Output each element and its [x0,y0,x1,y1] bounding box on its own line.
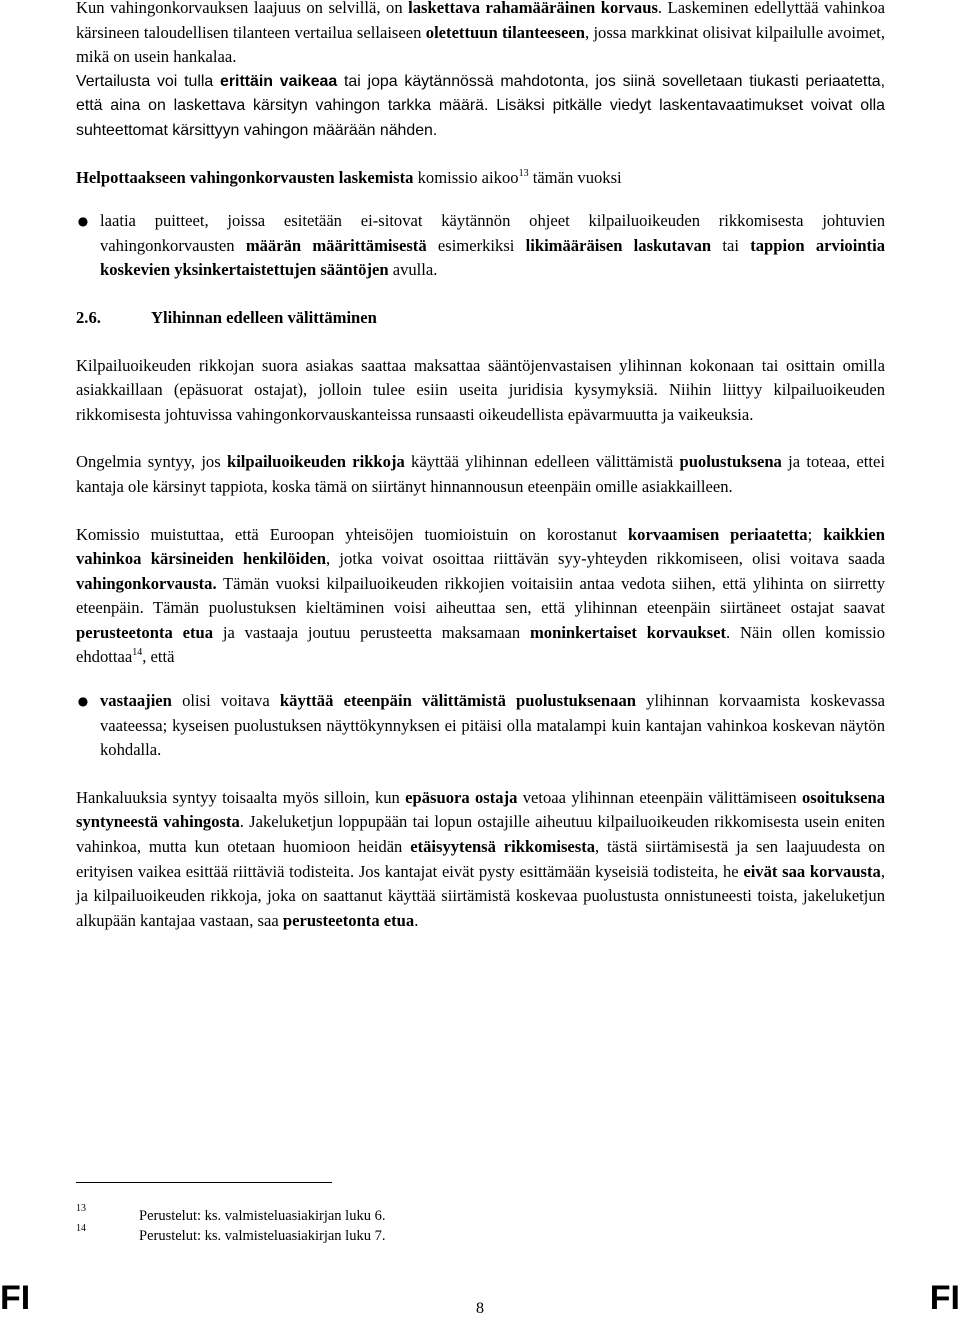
text-run: . Näin ollen komissio ehdottaa [76,622,885,667]
paragraph-direct-customer: Kilpailuoikeuden rikkojan suora asiakas saattaa maksattaa sääntöjenvastaisen ylihinnan kokonaan tai osittain omilla asiakkaillaan (epäsuorat ostajat), jolloin tulee esiin useita juridisia kysymyksiä. Niihin liittyy kilpailuoikeuden rikkomisesta johtuvissa vahingonkorvauskanteissa runsaasti oikeudellista epävarmuutta ja vaikeuksia. [76,355,885,424]
section-title: Ylihinnan edelleen välittäminen [151,307,377,327]
text-run: ylihinnan korvaamista koskevassa vaateessa; kyseisen puolustuksen näyttökynnyksen ei pitäisi olla matalampi kuin kantajan vahinkoa koskevan näytön kohdalla. [100,691,885,760]
bold-run: erittäin vaikeaa [220,72,338,90]
text-run: vetoaa ylihinnan eteenpäin välittämiseen [517,787,802,807]
intro-tail: tämän vuoksi [528,167,622,187]
paragraph-court-principle [76,523,885,671]
text-run: Komissio muistuttaa, että Euroopan yhteisöjen tuomioistuin on korostanut [76,524,628,544]
text-run: , jotka voivat osoittaa riittävän syy-yhteyden rikkomiseen, olisi voitava saada [326,549,885,569]
bold-run: kilpailuoikeuden rikkoja [226,452,405,472]
footnote-text: Perustelut: ks. valmisteluasiakirjan luku 6. [139,1208,386,1224]
text-run: Ongelmia syntyy, jos [76,452,227,472]
bold-run: likimääräisen laskutavan [525,235,712,255]
bold-run: kaikkien vahinkoa kärsineiden henkilöiden [76,524,885,569]
bullet-item-framework [76,209,885,283]
bullet-icon: ● [77,694,89,709]
bold-run: oletettuun tilanteeseen [425,22,585,42]
text-run: ja vastaaja joutuu perusteetta maksamaan [213,622,530,642]
text-run: ja toteaa, ettei kantaja ole kärsinyt tappiota, koska tämä on siirtänyt hinnannousun eteenpäin omille asiakkailleen. [76,452,885,496]
text-run: . [414,910,419,930]
bullet-text [100,209,885,283]
paragraph-problems-defence [76,450,885,499]
footnote-ref-14: 14 [132,647,143,659]
document-body [76,0,885,933]
text-run: Vertailusta voi tulla [76,72,221,90]
text-run: . Laskeminen edellyttää vahinkoa kärsineen taloudellisen tilanteen vertailua sellaiseen [76,0,885,42]
bold-run: puolustuksena [679,452,782,472]
text-run: tai [711,235,751,255]
text-run: , jossa markkinat olisivat kilpailulle avoimet, mikä on usein hankalaa. [76,22,886,67]
bold-run: eivät saa korvausta [743,861,881,881]
text-run: avulla. [388,260,438,280]
text-run: tai jopa käytännössä mahdotonta, jos siinä sovelletaan tiukasti periaatetta, että aina on laskettava kärsityn vahingon tarkka määrä. Lisäksi pitkälle viedyt laskentavaatimukset voivat olla suhteettomat kärsittyyn vahingon määrään nähden. [76,72,885,139]
text-run: Tämän vuoksi kilpailuoikeuden rikkojien voitaisiin antaa vedota siihen, että ylihinta on siirretty eteenpäin. Tämän puolustuksen kieltäminen voisi aiheuttaa sen, että ylihinnan eteenpäin siirtäneet ostajat saavat [76,573,885,618]
bullet-text [100,689,885,763]
bold-run: vahingonkorvausta. [76,573,217,593]
bold-run: vastaajien [100,691,172,711]
bullet-icon: ● [77,214,89,229]
text-run: esimerkiksi [426,235,526,255]
bold-run: käyttää eteenpäin välittämistä puolustuksenaan [279,691,636,711]
text-run: , tästä siirtämisestä ja sen laajuudesta on erityisen vaikea esittää riittäviä todisteita. Jos kantajat eivät pysty esittämään kyseisiä todisteita, he [76,837,885,881]
section-number: 2.6. [76,307,101,327]
footnote-number: 13 [76,1203,86,1214]
footnote-number: 14 [76,1223,86,1234]
text-run: käyttää ylihinnan edelleen välittämistä [404,452,680,472]
paragraph-indirect-buyer [76,786,885,934]
footnote-separator [76,1182,332,1183]
section-heading [76,306,885,331]
bold-run: etäisyytensä rikkomisesta [410,837,596,857]
footnote-text: Perustelut: ks. valmisteluasiakirjan luku 7. [139,1228,386,1244]
paragraph-comparison-difficulty [76,70,885,144]
text-run: laatia puitteet, joissa esitetään ei-sitovat käytännön ohjeet kilpailuoikeuden rikkomisesta johtuvien vahingonkorvausten [100,211,885,255]
text-run: Hankaluuksia syntyy toisaalta myös silloin, kun [76,787,406,807]
text-run: Kun vahingonkorvauksen laajuus on selvillä, on [76,0,409,17]
paragraph-commission-intends [76,166,885,191]
intro-text: komissio aikoo [413,167,519,187]
text-run: . Jakeluketjun loppupään tai lopun ostajille aiheutuu kilpailuoikeuden rikkomisesta usein eniten vahinkoa, mutta kun otetaan huomioon heidän [76,812,885,857]
bullet-item-defendants [76,689,885,763]
bold-run: perusteetonta etua [76,622,214,642]
p5-body [76,525,885,667]
p5-tail: , että [142,647,175,667]
bold-run: osoituksena syntyneestä vahingosta [76,787,885,832]
bold-run: korvaamisen periaatetta [627,524,808,544]
bold-run: tappion arviointia koskevien yksinkertaistettujen sääntöjen [100,235,885,280]
text-run: , ja kilpailuoikeuden rikkoja, joka on saattanut käyttää siirtämistä koskevaa puolustusta onnistuneesti toista, jakeluketjun alkupään kantajaa vastaan, saa [76,861,885,930]
bold-run: määrän määrittämisestä [245,235,427,255]
footnote-ref-13: 13 [518,167,529,179]
intro-bold: Helpottaakseen vahingonkorvausten laskemista [76,167,414,187]
bold-run: moninkertaiset korvaukset [529,622,727,642]
bold-run: perusteetonta etua [282,910,415,930]
language-code-left: FI [0,1279,31,1317]
text-run: ; [807,524,824,544]
bold-run: laskettava rahamääräinen korvaus [408,0,658,17]
bold-run: epäsuora ostaja [405,787,518,807]
text-run: olisi voitava [171,691,280,711]
paragraph-compensation-amount [76,0,885,70]
page-number: 8 [476,1300,484,1317]
language-code-right: FI [929,1279,960,1317]
